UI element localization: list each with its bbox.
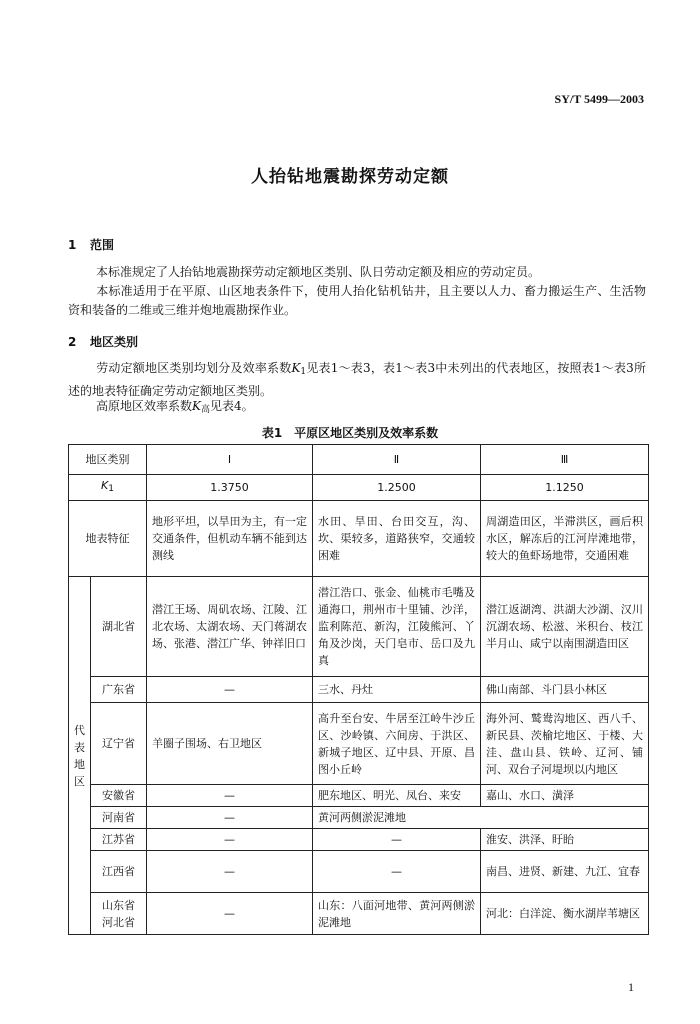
table-row: [69, 829, 649, 851]
table-cell: 潜江王场、周矶农场、江陵、江北农场、太湖农场、天门蒋湖农场、张港、潜江广华、钟祥旧口: [147, 577, 313, 677]
table-row: [69, 445, 649, 475]
table-cell: —: [147, 829, 313, 851]
table-cell: 羊圈子围场、右卫地区: [147, 703, 313, 785]
table-cell: —: [313, 851, 481, 893]
province-cell: 江西省: [91, 851, 147, 893]
table-cell: —: [147, 785, 313, 807]
province-cell: 辽宁省: [91, 703, 147, 785]
table-cell: 潜江返湖湾、洪湖大沙湖、汉川沉湖农场、松滋、米积台、枝江半月山、咸宁以南围湖造田区: [481, 577, 649, 677]
table-cell: —: [147, 893, 313, 935]
feature-cell: 水田、旱田、台田交互，沟、坎、渠较多，道路狭窄，交通较困难: [313, 501, 481, 577]
table-cell: 佛山南部、斗门县小林区: [481, 677, 649, 703]
province-cell: 山东省 河北省: [91, 893, 147, 935]
k-value-cell: 1.1250: [481, 475, 649, 501]
k-value-cell: 1.2500: [313, 475, 481, 501]
province-cell: 河南省: [91, 807, 147, 829]
table-cell: —: [147, 677, 313, 703]
header-cell: 地区类别: [69, 445, 147, 475]
section-1-paragraph-2: 本标准适用于在平原、山区地表条件下，使用人抬化钻机钻井，且主要以人力、畜力搬运生产、生活物资和装备的二维或三维并炮地震勘探作业。: [68, 284, 646, 317]
class-3-header: Ⅲ: [481, 445, 649, 475]
province-cell: 湖北省: [91, 577, 147, 677]
standard-code: SY/T 5499—2003: [554, 92, 644, 106]
feature-label-cell: 地表特征: [69, 501, 147, 577]
table-row: [69, 475, 649, 501]
table-cell: —: [147, 851, 313, 893]
table-cell: 三水、丹灶: [313, 677, 481, 703]
province-cell: 安徽省: [91, 785, 147, 807]
section-2-heading: [68, 333, 138, 350]
table-caption: 表1 平原区地区类别及效率系数: [261, 426, 439, 440]
table-cell: 山东：八面河地带、黄河两侧淤泥滩地: [313, 893, 481, 935]
region-label-cell: 代 表 地 区: [69, 577, 91, 935]
class-2-header: Ⅱ: [313, 445, 481, 475]
table-cell: 河北：白洋淀、衡水湖岸苇塘区: [481, 893, 649, 935]
section-number: 1: [68, 238, 77, 252]
table-cell: —: [313, 829, 481, 851]
region-class-table: [68, 444, 649, 935]
province-cell: 江苏省: [91, 829, 147, 851]
page-number: 1: [628, 980, 634, 994]
section-title: 范围: [90, 238, 115, 252]
section-2-paragraph-2: 高原地区效率系数$K_高$见表4。: [96, 399, 254, 415]
section-1-heading: [68, 236, 114, 253]
table-cell: 肥东地区、明光、凤台、来安: [313, 785, 481, 807]
section-number: 2: [68, 335, 77, 349]
table-row: [69, 893, 649, 935]
feature-cell: 地形平坦，以旱田为主，有一定交通条件，但机动车辆不能到达测线: [147, 501, 313, 577]
table-row: [69, 785, 649, 807]
section-title: 地区类别: [90, 335, 139, 349]
table-cell: —: [147, 807, 313, 829]
table-cell: 海外河、鹫鸯沟地区、西八千、新民县、茨榆坨地区、于楼、大洼、盘山县、铁岭、辽河、铺河、双台子河堤坝以内地区: [481, 703, 649, 785]
table-row: [69, 703, 649, 785]
table-cell: 淮安、洪泽、盱眙: [481, 829, 649, 851]
table-cell: 嘉山、水口、潢泽: [481, 785, 649, 807]
table-row: [69, 577, 649, 677]
table-cell: 南昌、进贤、新建、九江、宜春: [481, 851, 649, 893]
table-cell: 潜江浩口、张金、仙桃市毛嘴及通海口，荆州市十里铺、沙洋，监利陈范、新沟，江陵熊河、丫角及沙岗，天门皂市、岳口及九真: [313, 577, 481, 677]
table-row: [69, 807, 649, 829]
document-title: 人抬钻地震勘探劳动定额: [251, 167, 449, 187]
section-1-paragraph-1: 本标准规定了人抬钻地震勘探劳动定额地区类别、队日劳动定额及相应的劳动定员。: [96, 265, 541, 279]
table-row: [69, 851, 649, 893]
class-1-header: Ⅰ: [147, 445, 313, 475]
feature-cell: 周湖造田区，半滞洪区，画后积水区，解冻后的江河岸滩地带，较大的鱼虾场地带，交通困难: [481, 501, 649, 577]
table-row: [69, 677, 649, 703]
k-value-cell: 1.3750: [147, 475, 313, 501]
table-row: [69, 501, 649, 577]
k-label-cell: $K_1$: [69, 475, 147, 501]
section-2-paragraph-1: 劳动定额地区类别均划分及效率系数$K_1$见表1～表3，表1～表3中未列出的代表地区，按照表1～表3所述的地表特征确定劳动定额地区类别。: [68, 361, 646, 398]
table-cell: 黄河两侧淤泥滩地: [313, 807, 649, 829]
province-cell: 广东省: [91, 677, 147, 703]
table-cell: 高升至台安、牛居至江岭牛沙丘区、沙岭镇、六间房、于洪区、新城子地区、辽中县、开原、昌图小丘岭: [313, 703, 481, 785]
